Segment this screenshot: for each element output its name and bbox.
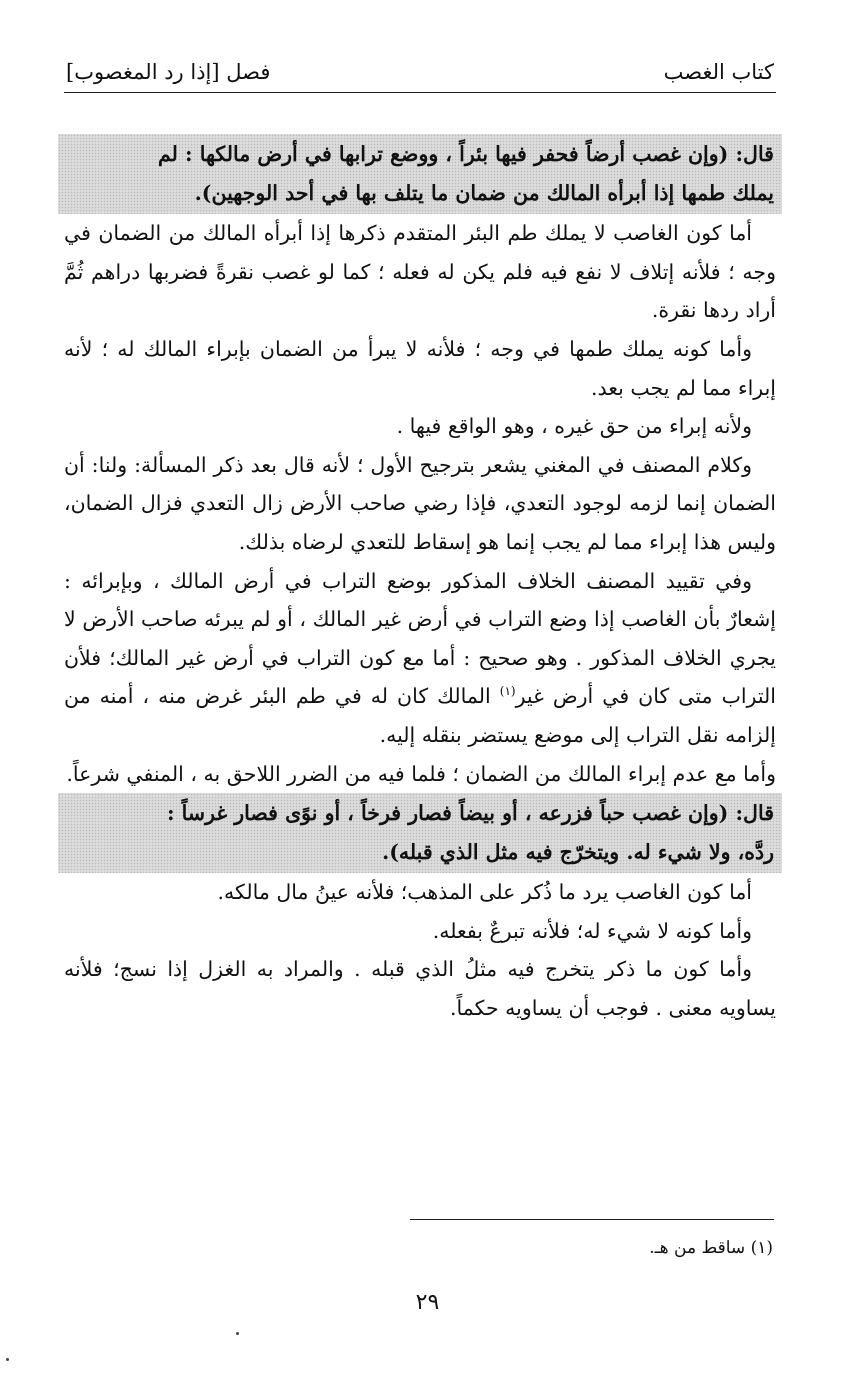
matn-line: ردَّه، ولا شيء له. ويتخرّج فيه مثل الذي قبله).	[382, 839, 774, 864]
paragraph-text: المالك كان له في طم البئر غرض منه ، أمنه من إلزامه نقل التراب إلى موضع يستضر بنقله إليه.	[64, 684, 776, 747]
paragraph-text: وفي تقييد المصنف الخلاف المذكور بوضع التراب في أرض المالك ، وبإبرائه : إشعارٌ بأن الغاصب إذا وضع التراب في أرض غير المالك ، أو لم يبرئه صاحب الأرض لا يجري الخلاف المذكور . وهو صحيح : أما مع كون التراب في أرض غير المالك؛ فلأن التراب متى كان في أرض غير	[64, 568, 776, 709]
matn-line: يملك طمها إذا أبرأه المالك من ضمان ما يتلف بها في أحد الوجهين).	[194, 180, 774, 205]
commentary-paragraph: وأما كونه يملك طمها في وجه ؛ فلأنه لا يبرأ من الضمان بإبراء المالك له ؛ لأنه إبراء مما لم يجب بعد.	[64, 336, 776, 400]
footnote-marker: (١)	[499, 684, 516, 699]
commentary-paragraph: وأما مع عدم إبراء المالك من الضمان ؛ فلما فيه من الضرر اللاحق به ، المنفي شرعاً.	[66, 761, 776, 786]
matn-line: قال: (وإن غصب أرضاً فحفر فيها بئراً ، ووضع ترابها في أرض مالكها : لم	[157, 142, 774, 166]
commentary-paragraph: أما كون الغاصب لا يملك طم البئر المتقدم ذكرها إذا أبرأه المالك من الضمان في وجه ؛ فلأنه إتلاف لا نفع فيه فلم يكن له فعله ؛ كما لو غصب نقرةً فضربها دراهم ثُمَّ أراد ردها نقرة.	[64, 221, 776, 323]
commentary-paragraph: وأما كونه لا شيء له؛ فلأنه تبرعٌ بفعله.	[432, 918, 752, 943]
commentary-paragraph: وكلام المصنف في المغني يشعر بترجيح الأول ؛ لأنه قال بعد ذكر المسألة: ولنا: أن الضمان إنما لزمه لوجود التعدي، فإذا رضي صاحب الأرض زال التعدي فزال الضمان، وليس هذا إبراء مما لم يجب إنما هو إسقاط للتعدي لرضاه بذلك.	[64, 452, 776, 554]
footnote: (١) ساقط من هـ.	[649, 1238, 773, 1258]
page-body	[64, 134, 776, 1028]
scan-speck	[6, 1358, 9, 1361]
matn-line: قال: (وإن غصب حباً فزرعه ، أو بيضاً فصار فرخاً ، أو نوًى فصار غرساً :	[166, 801, 774, 826]
section-title: فصل [إذا رد المغصوب]	[66, 60, 271, 84]
book-title: كتاب الغصب	[663, 60, 774, 84]
commentary-paragraph: أما كون الغاصب يرد ما ذُكر على المذهب؛ فلأنه عينُ مال مالكه.	[217, 880, 752, 905]
commentary-paragraph: وأما كون ما ذكر يتخرج فيه مثلُ الذي قبله . والمراد به الغزل إذا نسج؛ فلأنه يساويه معنى . فوجب أن يساويه حكماً.	[64, 957, 776, 1021]
running-header	[64, 40, 776, 93]
scan-speck	[236, 1332, 239, 1335]
footnote-separator	[410, 1219, 774, 1220]
page-number: ٢٩	[415, 1290, 440, 1315]
matn-block-2	[58, 793, 782, 873]
commentary-paragraph: ولأنه إبراء من حق غيره ، وهو الواقع فيها .	[396, 414, 752, 439]
commentary-paragraph	[64, 562, 776, 755]
matn-block-1	[58, 134, 782, 214]
book-page	[64, 40, 776, 1028]
